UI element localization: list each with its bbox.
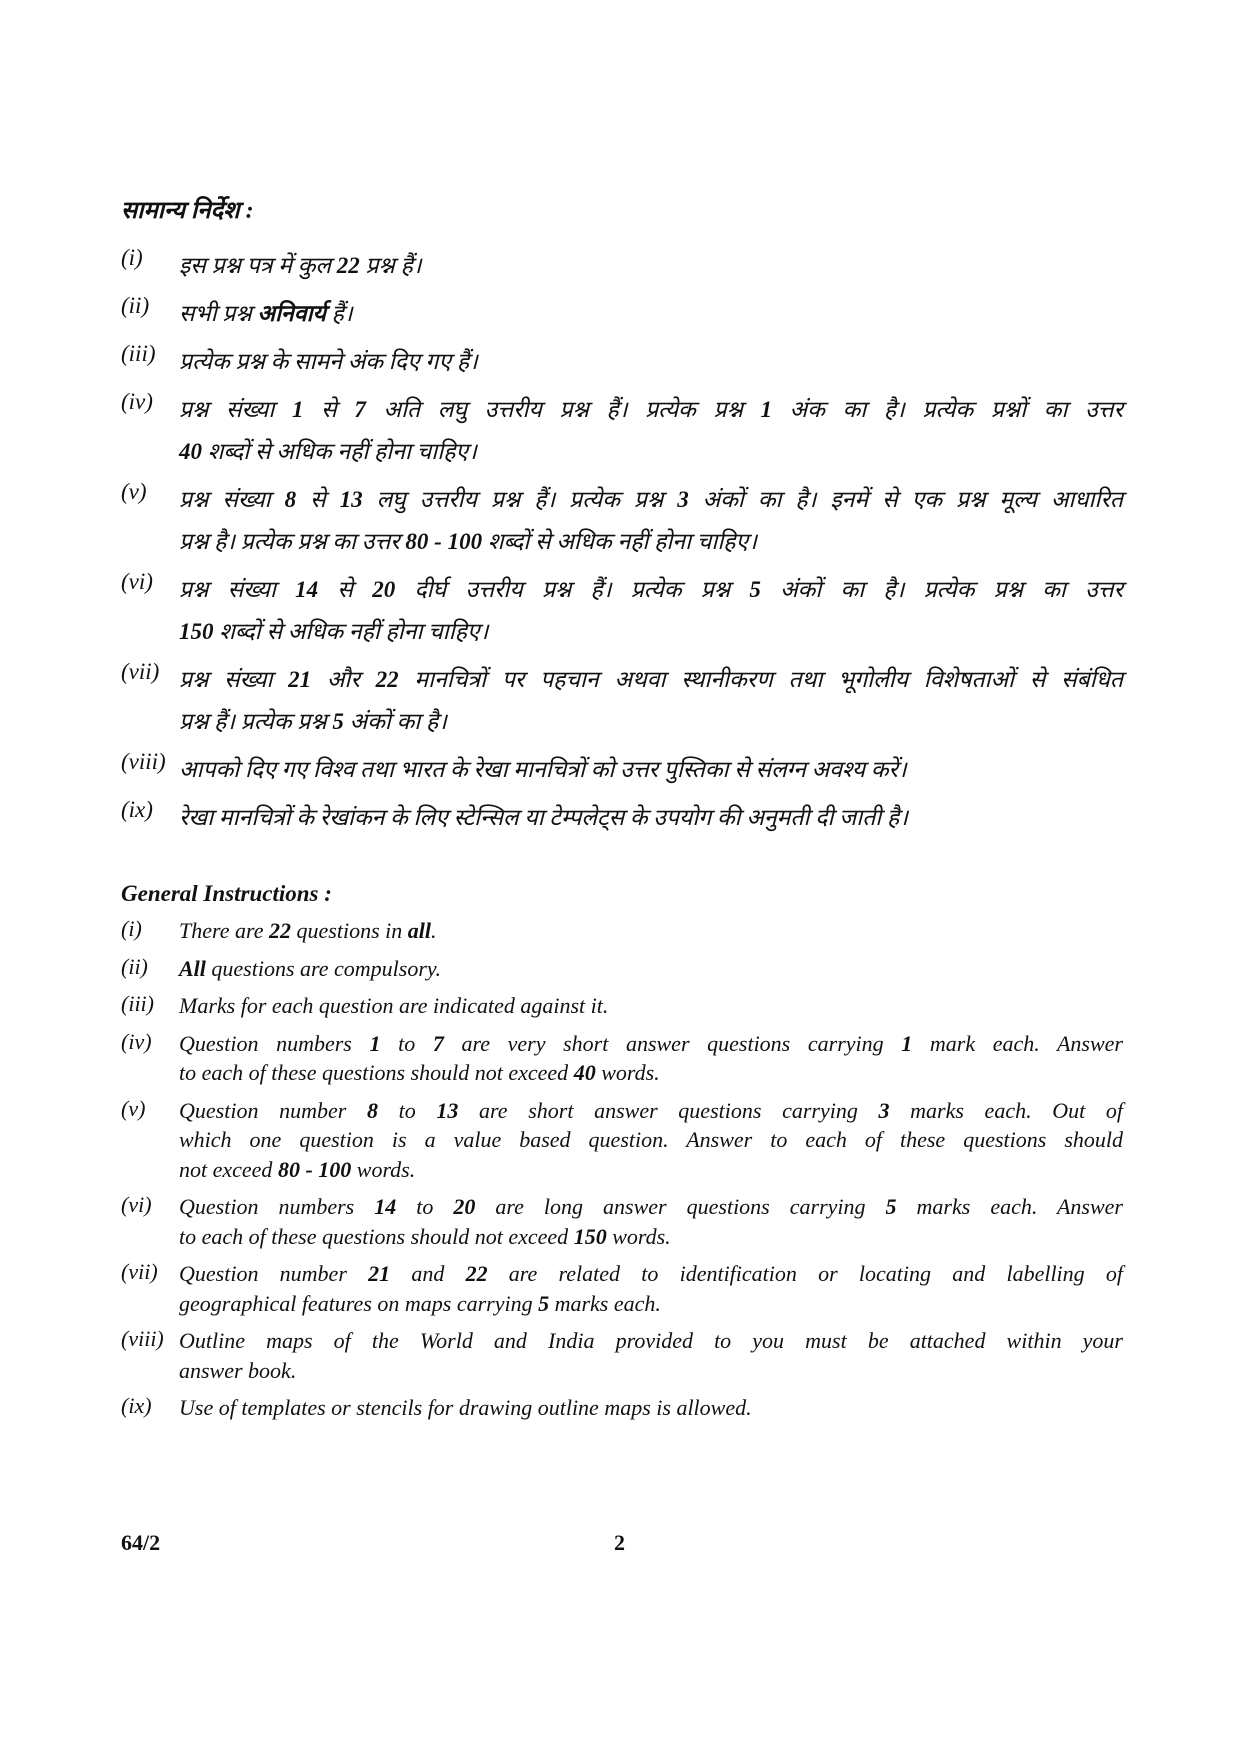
list-item xyxy=(121,749,1123,791)
bold-text: 7 xyxy=(432,1030,444,1056)
item-number: (viii) xyxy=(121,1326,164,1351)
text-segment: not exceed xyxy=(179,1156,278,1182)
text-line xyxy=(179,701,1123,743)
text-line xyxy=(179,916,1123,946)
item-text xyxy=(179,916,1123,946)
bold-text: 22 xyxy=(336,253,360,278)
text-line xyxy=(179,1192,1123,1222)
text-line xyxy=(179,1058,1123,1088)
bold-text: 14 xyxy=(295,577,319,602)
text-segment: Marks for each question are indicated against it. xyxy=(179,993,609,1018)
text-segment: अति लघु उत्तरीय प्रश्न हैं। प्रत्येक प्रश्न xyxy=(365,397,761,422)
text-segment: प्रश्न संख्या xyxy=(179,667,289,692)
text-segment: लघु उत्तरीय प्रश्न हैं। प्रत्येक प्रश्न xyxy=(362,487,678,512)
text-segment: and xyxy=(390,1261,466,1286)
text-line xyxy=(179,1289,1123,1319)
bold-text: 8 xyxy=(366,1097,378,1123)
item-text xyxy=(179,797,1123,839)
text-segment: are short answer questions carrying xyxy=(458,1097,879,1123)
item-text xyxy=(179,245,1123,287)
text-segment: प्रत्येक प्रश्न के सामने अंक दिए गए हैं। xyxy=(179,349,478,374)
text-segment: रेखा मानचित्रों के रेखांकन के लिए स्टेन्सिल या टेम्पलेट्स के उपयोग की अनुमती दी जाती है। xyxy=(179,805,908,830)
item-number: (vii) xyxy=(121,1259,158,1284)
bold-text: 1 xyxy=(369,1030,381,1056)
item-text xyxy=(179,749,1123,791)
item-text xyxy=(179,1393,1123,1423)
text-segment: मानचित्रों पर पहचान अथवा स्थानीकरण तथा भूगोलीय विशेषताओं से संबंधित xyxy=(398,667,1123,692)
text-line xyxy=(179,991,1123,1021)
bold-text: 7 xyxy=(354,397,366,422)
text-line xyxy=(179,797,1123,839)
text-segment: आपको दिए गए विश्व तथा भारत के रेखा मानचित्रों को उत्तर पुस्तिका से संलग्न अवश्य करें। xyxy=(179,757,907,782)
item-number: (iii) xyxy=(121,341,156,366)
list-item xyxy=(121,797,1123,839)
page-number: 2 xyxy=(614,1530,625,1555)
item-text xyxy=(179,569,1123,653)
item-number: (i) xyxy=(121,916,142,941)
text-segment: प्रश्न हैं। xyxy=(359,253,422,278)
text-segment: are very short answer questions carrying xyxy=(443,1030,902,1056)
item-text xyxy=(179,389,1123,473)
list-item xyxy=(121,479,1123,563)
text-line xyxy=(179,521,1123,563)
text-line xyxy=(179,341,1123,383)
item-text xyxy=(179,1326,1123,1385)
item-text xyxy=(179,954,1123,984)
text-segment: to xyxy=(396,1194,454,1219)
item-number: (v) xyxy=(121,479,147,504)
bold-text: 22 xyxy=(269,918,292,943)
text-segment: words. xyxy=(595,1060,660,1085)
item-text xyxy=(179,293,1123,335)
text-segment: to xyxy=(380,1030,433,1056)
hindi-instruction-list xyxy=(121,245,1123,839)
text-line xyxy=(179,954,1123,984)
english-heading: General Instructions : xyxy=(121,881,332,906)
text-segment: प्रश्न संख्या xyxy=(179,487,285,512)
text-segment: There are xyxy=(179,918,270,943)
list-item xyxy=(121,293,1123,335)
item-text xyxy=(179,1096,1123,1185)
bold-text: 80 - 100 xyxy=(277,1156,352,1182)
bold-text: 21 xyxy=(288,667,312,692)
text-segment: से xyxy=(296,487,340,512)
text-segment: which one question is a value based question. Answer to each of these questions should xyxy=(179,1127,1123,1152)
text-segment: questions in xyxy=(291,918,408,943)
text-line xyxy=(179,1393,1123,1423)
text-line xyxy=(179,1125,1123,1155)
bold-text: 20 xyxy=(453,1194,476,1219)
text-segment: to xyxy=(377,1097,437,1123)
text-segment: geographical features on maps carrying xyxy=(179,1290,539,1316)
item-number: (vi) xyxy=(121,1192,152,1217)
item-number: (iv) xyxy=(121,1028,152,1054)
bold-text: 80 - 100 xyxy=(405,529,483,554)
text-segment: अंकों का है। xyxy=(343,709,447,734)
text-segment: mark each. Answer xyxy=(912,1030,1123,1056)
bold-text: 40 xyxy=(179,439,202,464)
text-line xyxy=(179,569,1123,611)
text-segment: answer book. xyxy=(179,1357,297,1383)
text-line xyxy=(179,431,1123,473)
text-segment: words. xyxy=(351,1156,416,1182)
bold-text: 5 xyxy=(885,1194,897,1219)
bold-text: 150 xyxy=(573,1223,607,1249)
bold-text: 14 xyxy=(374,1194,397,1219)
text-segment: अंकों का है। प्रत्येक प्रश्न का उत्तर xyxy=(760,577,1123,602)
text-segment: Outline maps of the World and India provided to you must be attached within your xyxy=(179,1328,1123,1353)
text-line xyxy=(179,245,1123,287)
text-line xyxy=(179,1222,1123,1252)
bold-text: 40 xyxy=(573,1060,596,1085)
bold-text: 3 xyxy=(878,1097,890,1123)
text-line xyxy=(179,611,1123,653)
text-segment: से xyxy=(303,397,355,422)
bold-text: 5 xyxy=(538,1290,550,1316)
bold-text: 13 xyxy=(436,1097,459,1123)
text-segment: शब्दों से अधिक नहीं होना चाहिए। xyxy=(202,439,477,464)
text-segment: दीर्घ उत्तरीय प्रश्न हैं। प्रत्येक प्रश्न xyxy=(395,577,750,602)
text-segment: अंक का है। प्रत्येक प्रश्नों का उत्तर xyxy=(772,397,1123,422)
text-segment: marks each. Answer xyxy=(896,1194,1123,1219)
list-item xyxy=(121,1029,1123,1088)
bold-text: 5 xyxy=(332,709,344,734)
list-item xyxy=(121,659,1123,743)
text-line xyxy=(179,1029,1123,1059)
text-segment: marks each. Out of xyxy=(889,1097,1124,1123)
list-item xyxy=(121,389,1123,473)
item-text xyxy=(179,1029,1123,1088)
text-segment: हैं। xyxy=(325,301,353,326)
text-segment: इस प्रश्न पत्र में कुल xyxy=(179,253,337,278)
list-item xyxy=(121,1096,1123,1185)
list-item xyxy=(121,991,1123,1021)
text-segment: शब्दों से अधिक नहीं होना चाहिए। xyxy=(482,529,757,554)
list-item xyxy=(121,1326,1123,1385)
hindi-heading: सामान्य निर्देश : xyxy=(121,198,254,224)
item-number: (vii) xyxy=(121,659,160,684)
text-segment: are related to identification or locating and labelling of xyxy=(487,1261,1124,1286)
item-text xyxy=(179,1259,1123,1318)
text-line xyxy=(179,1259,1123,1289)
item-number: (v) xyxy=(121,1095,146,1121)
list-item xyxy=(121,1259,1123,1318)
text-segment: words. xyxy=(606,1223,671,1249)
list-item xyxy=(121,1192,1123,1251)
list-item xyxy=(121,954,1123,984)
text-line xyxy=(179,1155,1123,1185)
bold-text: 150 xyxy=(179,619,214,644)
text-segment: . xyxy=(431,918,437,943)
bold-text: 1 xyxy=(760,397,773,422)
text-segment: प्रश्न हैं। प्रत्येक प्रश्न xyxy=(179,709,333,734)
list-item xyxy=(121,916,1123,946)
bold-text: 5 xyxy=(749,577,761,602)
text-segment: Use of templates or stencils for drawing outline maps is allowed. xyxy=(179,1395,752,1420)
paper-code: 64/2 xyxy=(121,1530,161,1555)
item-number: (vi) xyxy=(121,569,153,594)
text-line xyxy=(179,479,1123,521)
item-number: (ii) xyxy=(121,953,148,979)
item-number: (viii) xyxy=(121,749,166,774)
text-segment: Question numbers xyxy=(179,1194,375,1219)
text-segment: प्रश्न संख्या xyxy=(179,397,292,422)
bold-text: 21 xyxy=(368,1261,391,1286)
text-segment: प्रश्न संख्या xyxy=(179,577,296,602)
text-segment: सभी प्रश्न xyxy=(179,301,258,326)
bold-text: 1 xyxy=(901,1030,913,1056)
text-segment: Question number xyxy=(179,1261,369,1286)
english-instruction-list xyxy=(121,916,1123,1423)
list-item xyxy=(121,569,1123,653)
item-number: (iii) xyxy=(121,991,154,1016)
text-line xyxy=(179,1356,1123,1386)
text-line xyxy=(179,1326,1123,1356)
item-text xyxy=(179,991,1123,1021)
hindi-instructions xyxy=(121,190,1123,845)
text-segment: से xyxy=(318,577,373,602)
text-line xyxy=(179,659,1123,701)
bold-text: 3 xyxy=(677,487,689,512)
text-segment: to each of these questions should not exceed xyxy=(179,1060,574,1085)
bold-text: 22 xyxy=(375,667,399,692)
item-text xyxy=(179,659,1123,743)
text-segment: are long answer questions carrying xyxy=(475,1194,886,1219)
text-segment: questions are compulsory. xyxy=(205,955,441,981)
item-number: (ix) xyxy=(121,1393,152,1418)
item-number: (ii) xyxy=(121,293,150,318)
item-number: (iv) xyxy=(121,389,153,414)
text-line xyxy=(179,749,1123,791)
text-segment: Question number xyxy=(179,1097,367,1123)
list-item xyxy=(121,341,1123,383)
text-segment: प्रश्न है। प्रत्येक प्रश्न का उत्तर xyxy=(179,529,406,554)
item-text xyxy=(179,1192,1123,1251)
item-text xyxy=(179,341,1123,383)
bold-text: 20 xyxy=(372,577,396,602)
item-number: (ix) xyxy=(121,797,153,822)
text-line xyxy=(179,1096,1123,1126)
bold-text: 13 xyxy=(339,487,363,512)
item-number: (i) xyxy=(121,245,143,270)
list-item xyxy=(121,1393,1123,1423)
bold-text: All xyxy=(179,955,206,981)
bold-text: 1 xyxy=(291,397,304,422)
bold-text: 8 xyxy=(284,487,297,512)
text-segment: और xyxy=(311,667,376,692)
text-segment: शब्दों से अधिक नहीं होना चाहिए। xyxy=(213,619,489,644)
bold-text: 22 xyxy=(465,1261,488,1286)
text-line xyxy=(179,293,1123,335)
text-segment: अंकों का है। इनमें से एक प्रश्न मूल्य आधारित xyxy=(688,487,1123,512)
english-instructions xyxy=(121,878,1123,1431)
text-segment: to each of these questions should not exceed xyxy=(179,1223,574,1249)
list-item xyxy=(121,245,1123,287)
bold-text: अनिवार्य xyxy=(257,301,326,326)
text-line xyxy=(179,389,1123,431)
bold-text: all xyxy=(407,918,431,943)
item-text xyxy=(179,479,1123,563)
text-segment: marks each. xyxy=(549,1290,661,1316)
text-segment: Question numbers xyxy=(179,1030,370,1056)
